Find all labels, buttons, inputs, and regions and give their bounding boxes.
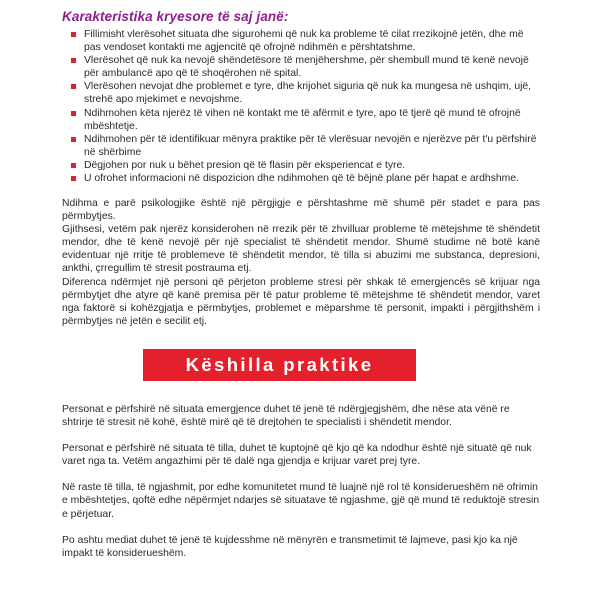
list-item [62, 54, 540, 80]
advice-paragraph: Personat e përfshirë në situata të tilla, duhet të kuptojnë që kjo që ka ndodhur është një situatë që nuk varet nga ta. Vetëm angazhimi për të dalë nga gjendja e krijuar varet prej tyre. [62, 443, 532, 468]
body-paragraphs [62, 197, 540, 328]
square-bullet-icon [71, 176, 76, 181]
list-item-text: Fillimisht vlerësohet situata dhe sigurohemi që nuk ka probleme të cilat rrezikojnë jetën, dhe më pas vendoset kontakti me agjencitë që ofrojnë ndihmën e përshtatshme. [84, 29, 524, 54]
square-bullet-icon [71, 111, 76, 116]
section-banner [143, 349, 416, 381]
list-item-text: U ofrohet informacioni në dispozicion dhe ndihmohen që të bëjnë plane për hapat e ardhshme. [84, 173, 519, 185]
list-item-text: Vlerësohet që nuk ka nevojë shëndetësore të menjëhershme, për shembull mund të kenë nevojë për ambulancë apo që të shoqërohen në spital. [84, 55, 529, 80]
advice-section [62, 403, 540, 573]
square-bullet-icon [71, 84, 76, 89]
square-bullet-icon [71, 58, 76, 63]
banner-title: Këshilla praktike [185, 354, 374, 375]
list-item-text: Dëgjohen por nuk u bëhet presion që të flasin për eksperiencat e tyre. [84, 159, 406, 171]
list-item [62, 159, 540, 172]
list-item-text: Vlerësohen nevojat dhe problemet e tyre, dhe krijohet siguria që nuk ka mungesa në ushqim, ujë, strehë apo mjekimet e nevojshme. [84, 81, 532, 106]
characteristics-heading: Karakteristika kryesore të saj janë: [62, 9, 289, 24]
list-item [62, 107, 540, 133]
list-item [62, 133, 540, 159]
square-bullet-icon [71, 163, 76, 168]
body-paragraph: Ndihma e parë psikologjike është një përgjigje e përshtashme më shumë për stadet e para pas përmbytjes. [62, 198, 540, 223]
list-item [62, 28, 540, 54]
list-item-text: Ndihmohen për të identifikuar mënyra praktike për të vlerësuar nevojën e njerëzve për t'u përfshirë në shërbime [84, 133, 537, 158]
square-bullet-icon [71, 32, 76, 37]
body-paragraph: Diferenca ndërmjet një personi që përjeton probleme stresi për shkak të emergjencës së krijuar nga përmbytjet dhe atyre që kanë premisa për të patur probleme të mëtejshme të shëndetit mendor, varet nga faktorë si kohëzgjatja e përmbytjes, problemet e mëparshme të personit, impakti i përgjithshëm i përmbytjes në jetën e secilit etj. [62, 276, 540, 327]
advice-paragraph: Po ashtu mediat duhet të jenë të kujdesshme në mënyrën e transmetimit të lajmeve, pasi kjo ka një impakt të konsiderueshëm. [62, 534, 518, 559]
advice-paragraph: Në raste të tilla, të ngjashmit, por edhe komunitetet mund të luajnë një rol të konsiderueshëm në ofrimin e mbështetjes, qoftë edhe nëpërmjet ndarjes së situatave të ngjashme, gjë që mund të reduktojë stresin e përjetuar. [62, 482, 540, 520]
list-item [62, 172, 540, 185]
list-item-text: Ndihmohen këta njerëz të vihen në kontakt me të afërmit e tyre, apo të tjerë që mund të ofrojnë mbështetje. [84, 107, 521, 132]
advice-paragraph: Personat e përfshirë në situata emergjence duhet të jenë të ndërgjegjshëm, dhe nëse ata vënë re shtrirje të stresit në kohë, është mirë që të drejtohen te specialisti i shëndetit mendor. [62, 404, 510, 429]
square-bullet-icon [71, 137, 76, 142]
characteristics-list [62, 28, 540, 185]
body-paragraph: Gjithsesi, vetëm pak njerëz konsiderohen në rrezik për të zhvilluar probleme të mëtejshme të shëndetit mendor, dhe të kenë nevojë për një specialist të shëndetit mendor. Shumë studime në botë kanë evidentuar një rritje të problemeve të shëndetit mendor, të tilla si abuzimi me substanca, depresioni, ankthi, çrregullim të stresit postrauma etj. [62, 224, 540, 275]
list-item [62, 80, 540, 106]
